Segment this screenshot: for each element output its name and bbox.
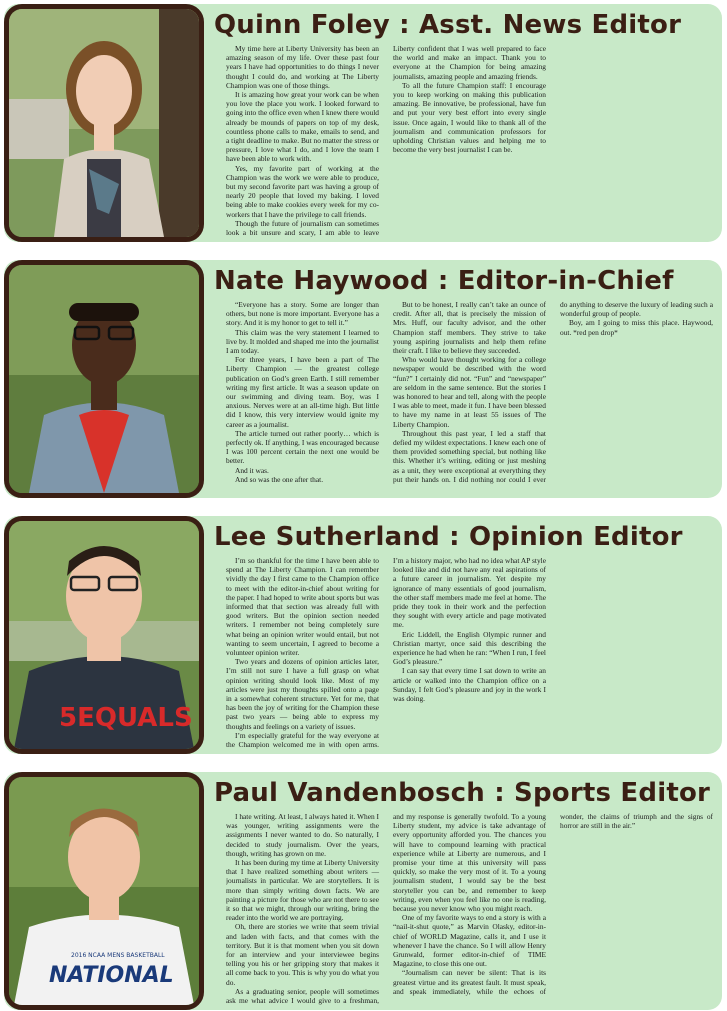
profile-card-lee bbox=[4, 516, 722, 754]
paragraph: I’m especially grateful for the way everyone at the Champion welcomed me in with open arms. I’m a history major, who had no idea what AP style looked like and did not have any real aspirations of a future career in journalism. Yet despite my ignorance of many essentials of good journalism, the other staff members made me feel at home. The pride they took in their work and the perfection they sought with every article and page motivated me. bbox=[226, 556, 546, 750]
paragraph: Throughout this past year, I led a staff that defied my wildest expectations. I knew each one of them provided something special, but nothing like this. Whether it’s writing, editing or just meshing as a unit, they were exceptional at everything they put their hands on. I did nothing nor could I ever do anything to deserve the luxury of leading such a wonderful group of people. bbox=[393, 300, 713, 484]
portrait-photo-lee bbox=[4, 516, 204, 754]
paragraph: It is amazing how great your work can be when you love the place you work. I looked forward to going into the office even when I knew there would already be mounds of papers on top of my desk, countless phone calls to make, emails to send, and a tight deadline to make. But no matter the stress or pressure, I love what I do, and I love the team I have been able to work with. bbox=[226, 90, 379, 164]
portrait-photo-nate bbox=[4, 260, 204, 498]
profile-title: Lee Sutherland : Opinion Editor bbox=[214, 522, 683, 552]
paragraph: One of my favorite ways to end a story is with a “nail-it-shut quote,” as Marvin Olasky, editor-in-chief of WORLD Magazine, calls it, and I use it whenever I have the chance. So I will allow Henry Grunwald, former editor-in-chief of TIME Magazine, to close this one out. bbox=[393, 913, 546, 969]
paragraph: As a graduating senior, people will sometimes ask me what advice I would give to a freshman, and my response is generally twofold. To a young Liberty student, my advice is take advantage of every opportunity afforded you. The chances you will have to compound learning with practical experience while at Liberty are numerous, and I promise your time at this university will pass quickly, so make the very most of it. To a young journalism student, I would say be the best storyteller you can be, and remember to keep writing, even when you feel like no one is reading, because you never know who you might reach. bbox=[226, 812, 546, 1006]
paragraph: Eric Liddell, the English Olympic runner and Christian martyr, once said this describing the experience he had when he ran: “When I run, I feel God’s pleasure.” bbox=[393, 629, 546, 667]
profile-body bbox=[226, 812, 713, 1006]
profile-card-quinn bbox=[4, 4, 722, 242]
profile-title: Paul Vandenbosch : Sports Editor bbox=[214, 778, 711, 808]
profile-card-nate bbox=[4, 260, 722, 498]
profile-title: Quinn Foley : Asst. News Editor bbox=[214, 10, 682, 40]
paragraph: And so was the one after that. bbox=[235, 474, 324, 484]
paragraph: But to be honest, I really can’t take an ounce of credit. After all, that is precisely the mission of Mrs. Huff, our faculty advisor, and the other Champion staff members. They strive to take young aspiring journalists and help them refine their craft. I like to believe they succeeded. bbox=[393, 300, 546, 356]
paragraph: My time here at Liberty University has been an amazing season of my life. Over these past four years I have had opportunities to do things I never thought I could do, and working at The Liberty Champion was one of those things. bbox=[226, 44, 379, 90]
shirt-number-text: 5EQUALS bbox=[59, 703, 193, 733]
profile-card-paul bbox=[4, 772, 722, 1010]
profile-body bbox=[226, 556, 713, 750]
paragraph: For three years, I have been a part of The Liberty Champion — the greatest college publication on God’s green Earth. I still remember writing my first article. It was a season update on our swimming and diving team. Boy, was I anxious. Nerves were at an all-time high. But little did I know, this very interview would ignite my career as a journalist. bbox=[226, 355, 379, 429]
profile-body bbox=[226, 300, 713, 494]
profile-title: Nate Haywood : Editor-in-Chief bbox=[214, 266, 674, 296]
shirt-caption-text: 2016 NCAA MENS BASKETBALL bbox=[71, 952, 165, 959]
paragraph: “Journalism can never be silent: That is its greatest virtue and its greatest fault. It must speak, and speak immediately, while the echoes of wonder, the claims of triumph and the signs of horror are still in the air.” bbox=[393, 812, 713, 996]
paragraph: Who would have thought working for a college newspaper would be described with the word “fun?” I certainly did not. “Fun” and “newspaper” are seldom in the same sentence. But the stories I was honored to hear and tell, along with the people I was able to meet, made it fun. I have been blessed to have my name in at least 55 issues of The Liberty Champion. bbox=[393, 355, 546, 429]
paragraph: This claim was the very statement I learned to live by. It molded and shaped me into the journalist I am today. bbox=[226, 327, 379, 356]
shirt-word-text: NATIONAL bbox=[49, 963, 174, 988]
paragraph: The article turned out rather poorly… which is perfectly ok. If anything, I was encouraged because I was 100 percent certain the next one would be better. bbox=[226, 428, 379, 466]
paragraph: I’m so thankful for the time I have been able to spend at The Liberty Champion. I can remember vividly the day I first came to the Champion office to meet with the editor-in-chief about writing for the paper. I had hoped to write about sports but was informed that that section was already full with good writers. But the opinion section needed writers. I remember not being completely sure what being an opinion writer would entail, but not wanting to seem uncertain, I agreed to become a volunteer opinion writer. bbox=[226, 556, 379, 658]
paragraph: Yes, my favorite part of working at the Champion was the work we were able to produce, but my second favorite part was having a group of nearly 20 people that loved my baking. I loved being able to make cookies every week for my co-workers that I have the privilege to call friends. bbox=[226, 163, 379, 219]
paragraph: To all the future Champion staff: I encourage you to keep working on making this publication amazing. Be innovative, be professional, have fun and put your very best effort into every single issue. Once again, I would like to thank all of the journalism and communication professors for upholding Christian values and helping me to become the very best journalist I can be. bbox=[393, 80, 546, 155]
svg-text:5EQUALS bbox=[59, 703, 193, 733]
paragraph: I can say that every time I sat down to write an article or walked into the Champion office on a Sunday, I felt God’s pleasure and joy in the work I was doing. bbox=[393, 666, 546, 704]
paragraph: Though the future of journalism can sometimes look a bit unsure and scary, I am able to leave Liberty confident that I was well prepared to face the world and make an impact. Thank you to everyone at the Champion for being amazing journalists, amazing people and amazing friends. bbox=[226, 44, 546, 238]
paragraph: Oh, there are stories we write that seem trivial and laden with facts, and that comes with the territory. But it is that moment when you sit down for an interview and your interviewee begins telling you his or her gripping story that makes it all come back to you. This is why you do what you do. bbox=[226, 922, 379, 987]
paragraph: It has been during my time at Liberty University that I have realized something about writers — journalists in particular. We are storytellers. It is more than simply writing down facts. We are painting a picture for those who are not there to see it so that we might, through our writing, bring the reader into the world we are portraying. bbox=[226, 858, 379, 923]
paragraph: I hate writing. At least, I always hated it. When I was younger, writing assignments were the assignments I never wanted to do. So naturally, I decided to study journalism. Over the years, though, writing has grown on me. bbox=[226, 812, 379, 858]
portrait-photo-paul bbox=[4, 772, 204, 1010]
portrait-photo-quinn bbox=[4, 4, 204, 242]
paragraph: Boy, am I going to miss this place. Haywood, out. *red pen drop* bbox=[560, 318, 713, 337]
paragraph: “Everyone has a story. Some are longer than others, but none is more important. Everyone has a story. And it is my honor to get to tell it.” bbox=[226, 300, 379, 328]
paragraph: And it was. bbox=[235, 465, 269, 475]
profile-body bbox=[226, 44, 713, 238]
paragraph: Two years and dozens of opinion articles later, I’m still not sure I have a full grasp on what opinion writing should look like. Most of my articles were just my thoughts spilled onto a page in a somewhat coherent structure. Yet for me, that has been the joy of writing for the Champion these past two years — being able to express my thoughts and feelings on a variety of issues. bbox=[226, 657, 379, 731]
